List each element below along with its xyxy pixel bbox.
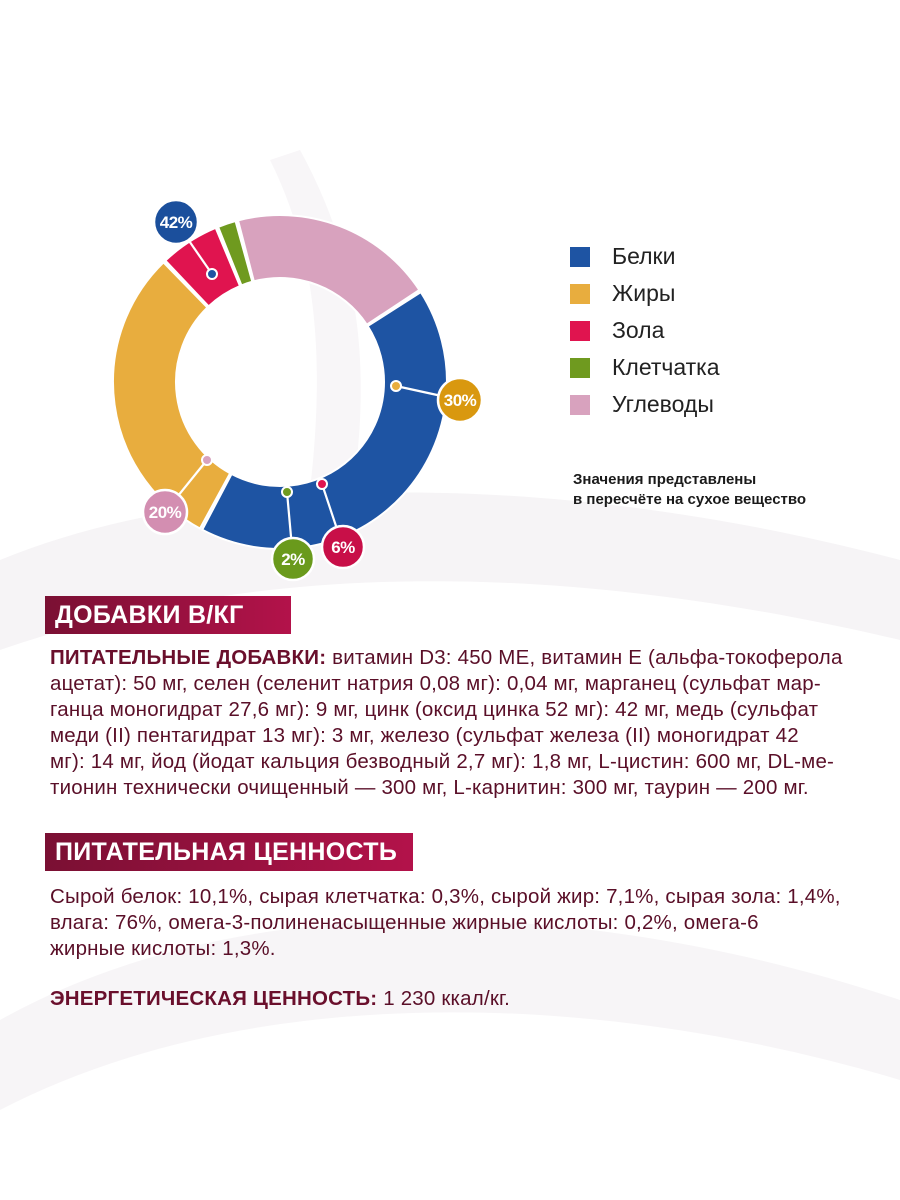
note-line: в пересчёте на сухое вещество bbox=[573, 491, 807, 508]
data-label: 2% bbox=[281, 550, 305, 569]
additives-paragraph bbox=[50, 645, 865, 801]
callout-dot bbox=[317, 479, 327, 489]
legend-swatch bbox=[570, 247, 590, 267]
text-line: жирные кислоты: 1,3%. bbox=[50, 937, 276, 960]
text-fragment: витамин D3: 450 МЕ, витамин Е (альфа-токоферола bbox=[326, 646, 843, 669]
data-label: 6% bbox=[331, 538, 355, 557]
nutrition-header: ПИТАТЕЛЬНАЯ ЦЕННОСТЬ bbox=[45, 833, 413, 871]
energy-value: 1 230 ккал/кг. bbox=[377, 987, 511, 1010]
callout-dot bbox=[202, 455, 212, 465]
chart-legend bbox=[570, 238, 720, 423]
text-line: меди (II) пентагидрат 13 мг): 3 мг, железо (сульфат железа (II) моногидрат 42 bbox=[50, 724, 799, 747]
text-line: тионин технически очищенный — 300 мг, L-карнитин: 300 мг, таурин — 200 мг. bbox=[50, 776, 809, 799]
additives-label: ПИТАТЕЛЬНЫЕ ДОБАВКИ: bbox=[50, 646, 327, 669]
callout-dot bbox=[207, 269, 217, 279]
dry-matter-note bbox=[573, 470, 806, 510]
legend-swatch bbox=[570, 395, 590, 415]
legend-swatch bbox=[570, 358, 590, 378]
legend-item-protein bbox=[570, 238, 720, 275]
note-line: Значения представлены bbox=[573, 471, 757, 488]
text-line: влага: 76%, омега-3-полиненасыщенные жирные кислоты: 0,2%, омега-6 bbox=[50, 911, 759, 934]
legend-label: Клетчатка bbox=[612, 354, 720, 380]
data-label: 30% bbox=[443, 391, 477, 410]
energy-paragraph bbox=[50, 986, 865, 1012]
legend-swatch bbox=[570, 284, 590, 304]
legend-item-fat bbox=[570, 275, 720, 312]
legend-label: Углеводы bbox=[612, 391, 714, 417]
data-label: 42% bbox=[159, 213, 193, 232]
callout-dot bbox=[391, 381, 401, 391]
donut-slice-Белки bbox=[202, 292, 447, 549]
text-line bbox=[50, 645, 865, 671]
data-label: 20% bbox=[148, 503, 182, 522]
donut-slice-Углеводы bbox=[238, 215, 419, 325]
text-line: Сырой белок: 10,1%, сырая клетчатка: 0,3%, сырой жир: 7,1%, сырая зола: 1,4%, bbox=[50, 885, 841, 908]
energy-label: ЭНЕРГЕТИЧЕСКАЯ ЦЕННОСТЬ: bbox=[50, 987, 378, 1010]
legend-label: Зола bbox=[612, 317, 665, 343]
legend-label: Жиры bbox=[612, 280, 676, 306]
callout-dot bbox=[282, 487, 292, 497]
text-line: мг): 14 мг, йод (йодат кальция безводный 2,7 мг): 1,8 мг, L-цистин: 600 мг, DL-ме- bbox=[50, 750, 835, 773]
text-line bbox=[50, 986, 865, 1012]
legend-item-ash bbox=[570, 312, 720, 349]
legend-swatch bbox=[570, 321, 590, 341]
legend-item-carbs bbox=[570, 386, 720, 423]
text-line: ганца моногидрат 27,6 мг): 9 мг, цинк (оксид цинка 52 мг): 42 мг, медь (сульфат bbox=[50, 698, 819, 721]
legend-label: Белки bbox=[612, 243, 676, 269]
legend-item-fiber bbox=[570, 349, 720, 386]
nutrition-paragraph bbox=[50, 884, 865, 962]
additives-header: ДОБАВКИ В/КГ bbox=[45, 596, 291, 634]
text-line: ацетат): 50 мг, селен (селенит натрия 0,08 мг): 0,04 мг, марганец (сульфат мар- bbox=[50, 672, 821, 695]
